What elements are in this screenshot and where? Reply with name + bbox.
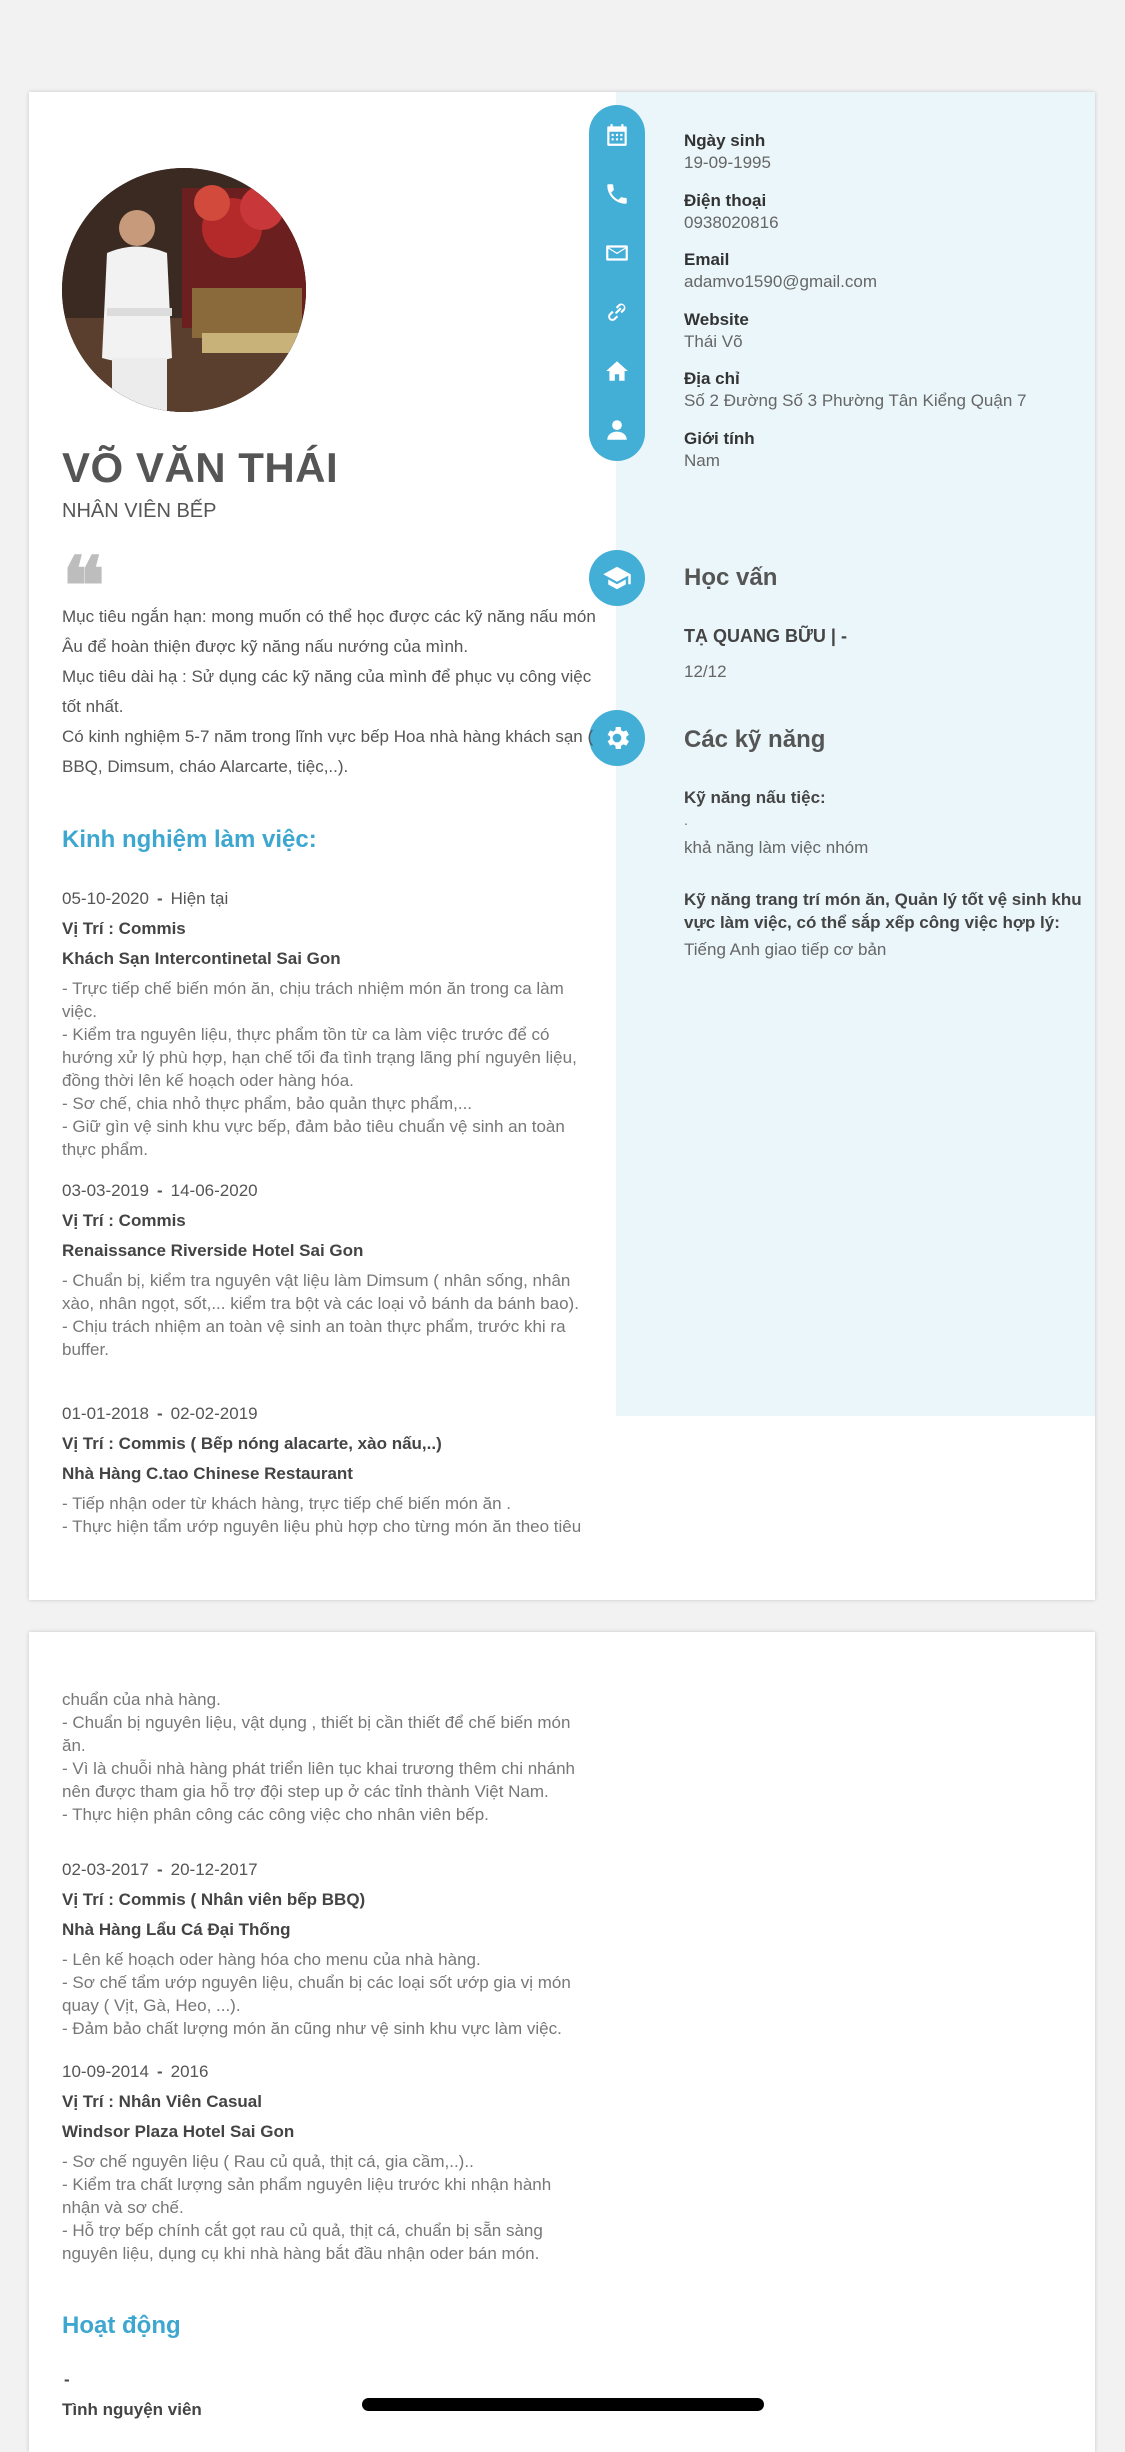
contact-label: Điện thoại <box>684 191 767 210</box>
skill-desc: Tiếng Anh giao tiếp cơ bản <box>684 940 887 959</box>
objective-line: Mục tiêu dài hạ : Sử dụng các kỹ năng của mình để phục vụ công việc tốt nhất. <box>62 667 592 716</box>
skill-name: Kỹ năng trang trí món ăn, Quản lý tốt vệ sinh khu vực làm việc, có thể sắp xếp công việc hợp lý: <box>684 890 1082 932</box>
contact-phone <box>684 190 1084 234</box>
resume-page-1 <box>29 92 1095 1600</box>
skill-name: Kỹ năng nấu tiệc: <box>684 788 826 807</box>
experience-position: Vị Trí : Commis ( Bếp nóng alacarte, xào nấu,..) <box>62 1434 442 1453</box>
skills-title: Các kỹ năng <box>684 726 826 753</box>
experience-company: Nhà Hàng Lẩu Cá Đại Thống <box>62 1920 291 1939</box>
contact-value: 19-09-1995 <box>684 153 771 172</box>
skill-desc: khả năng làm việc nhóm <box>684 838 869 857</box>
education-title: Học vấn <box>684 564 778 591</box>
home-indicator-bar[interactable] <box>362 2398 764 2411</box>
objective-line: Mục tiêu ngắn hạn: mong muốn có thể học được các kỹ năng nấu món Âu để hoàn thiện được kỹ năng nấu nướng của mình. <box>62 607 596 656</box>
experience-position: Vị Trí : Commis <box>62 919 186 938</box>
activities-heading: Hoạt động <box>62 2312 181 2339</box>
activity-dash: - <box>64 2370 70 2389</box>
contact-value: Nam <box>684 451 720 470</box>
resume-page-2 <box>29 1632 1095 2452</box>
experience-position: Vị Trí : Commis ( Nhân viên bếp BBQ) <box>62 1890 366 1909</box>
experience-company: Renaissance Riverside Hotel Sai Gon <box>62 1241 364 1260</box>
career-objective <box>62 602 602 782</box>
experience-item <box>62 887 582 1161</box>
contact-email <box>684 249 1084 293</box>
contact-birthdate <box>684 130 1084 174</box>
contact-value[interactable]: Thái Võ <box>684 332 743 351</box>
experience-item <box>62 1179 582 1361</box>
phone-icon <box>589 174 645 214</box>
skill-desc: . <box>684 812 688 828</box>
envelope-icon <box>589 233 645 273</box>
link-icon <box>589 292 645 332</box>
contact-label: Email <box>684 250 730 269</box>
experience-dates: 03-03-2019 - 14-06-2020 <box>62 1181 258 1200</box>
experience-item <box>62 1858 582 2040</box>
candidate-job-title: NHÂN VIÊN BẾP <box>62 500 217 522</box>
experience-dates: 05-10-2020 - Hiện tại <box>62 889 229 908</box>
experience-description: - Tiếp nhận oder từ khách hàng, trực tiếp chế biến món ăn . - Thực hiện tẩm ướp nguyên liệu phù hợp cho từng món ăn theo tiêu <box>62 1494 582 1536</box>
education-school: TẠ QUANG BỮU | - <box>684 626 847 646</box>
experience-continuation <box>62 1682 582 1826</box>
contact-label: Giới tính <box>684 429 755 448</box>
experience-description: chuẩn của nhà hàng. - Chuẩn bị nguyên liệu, vật dụng , thiết bị cần thiết để chế biến món ăn. - Vì là chuỗi nhà hàng phát triển liên tục khai trương thêm chi nhánh nên được tham gia hỗ trợ đội step up ở các tỉnh thành Việt Nam. - Thực hiện phân công các công việc cho nhân viên bếp. <box>62 1690 576 1824</box>
experience-item <box>62 2060 582 2265</box>
experience-heading: Kinh nghiệm làm việc: <box>62 826 317 853</box>
experience-dates: 10-09-2014 - 2016 <box>62 2062 209 2081</box>
contact-gender <box>684 428 1084 472</box>
user-icon <box>589 410 645 450</box>
home-icon <box>589 351 645 391</box>
contact-value: Số 2 Đường Số 3 Phường Tân Kiểng Quận 7 <box>684 391 1027 410</box>
experience-dates: 01-01-2018 - 02-02-2019 <box>62 1404 258 1423</box>
experience-company: Khách Sạn Intercontinetal Sai Gon <box>62 949 341 968</box>
quote-icon: ❝ <box>62 539 106 633</box>
experience-dates: 02-03-2017 - 20-12-2017 <box>62 1860 258 1879</box>
contact-value[interactable]: adamvo1590@gmail.com <box>684 272 878 291</box>
activity-name: Tình nguyện viên <box>62 2400 202 2419</box>
experience-company: Nhà Hàng C.tao Chinese Restaurant <box>62 1464 353 1483</box>
experience-description: - Trực tiếp chế biến món ăn, chịu trách nhiệm món ăn trong ca làm việc. - Kiểm tra nguyên liệu, thực phẩm tồn từ ca làm việc trước để có hướng xử lý phù hợp, hạn chế tối đa tình trạng lãng phí nguyên liệu, đồng thời lên kế hoạch oder hàng hóa. - Sơ chế, chia nhỏ thực phẩm, bảo quản thực phẩm,... - Giữ gìn vệ sinh khu vực bếp, đảm bảo tiêu chuẩn vệ sinh an toàn thực phẩm. <box>62 979 577 1159</box>
contact-label: Địa chỉ <box>684 369 740 388</box>
experience-item <box>62 1402 582 1538</box>
experience-description: - Lên kế hoạch oder hàng hóa cho menu của nhà hàng. - Sơ chế tẩm ướp nguyên liệu, chuẩn bị các loại sốt ướp gia vị món quay ( Vịt, Gà, Heo, ...). - Đảm bảo chất lượng món ăn cũng như vệ sinh khu vực làm việc. <box>62 1950 571 2038</box>
education-grade: 12/12 <box>684 662 727 681</box>
contact-label: Website <box>684 310 749 329</box>
experience-company: Windsor Plaza Hotel Sai Gon <box>62 2122 295 2141</box>
objective-line: Có kinh nghiệm 5-7 năm trong lĩnh vực bếp Hoa nhà hàng khách sạn ( BBQ, Dimsum, cháo Alarcarte, tiệc,..). <box>62 727 594 776</box>
graduation-cap-icon <box>589 550 645 606</box>
experience-position: Vị Trí : Nhân Viên Casual <box>62 2092 262 2111</box>
contact-icon-bar <box>589 105 645 461</box>
contact-address <box>684 368 1084 412</box>
contact-label: Ngày sinh <box>684 131 766 150</box>
contact-website <box>684 309 1084 353</box>
contact-value: 0938020816 <box>684 213 779 232</box>
candidate-name: VÕ VĂN THÁI <box>62 444 339 491</box>
experience-description: - Sơ chế nguyên liệu ( Rau củ quả, thịt cá, gia cầm,..).. - Kiểm tra chất lượng sản phẩm nguyên liệu trước khi nhận hành nhận và sơ chế. - Hỗ trợ bếp chính cắt gọt rau củ quả, thịt cá, chuẩn bị sẵn sàng nguyên liệu, dụng cụ khi nhà hàng bắt đầu nhận oder bán món. <box>62 2152 552 2263</box>
experience-description: - Chuẩn bị, kiểm tra nguyên vật liệu làm Dimsum ( nhân sống, nhân xào, nhân ngọt, sốt,... kiểm tra bột và các loại vỏ bánh da bánh bao). - Chịu trách nhiệm an toàn vệ sinh an toàn thực phẩm, trước khi ra buffer. <box>62 1271 579 1359</box>
experience-position: Vị Trí : Commis <box>62 1211 186 1230</box>
calendar-icon <box>589 115 645 155</box>
avatar <box>62 168 306 412</box>
